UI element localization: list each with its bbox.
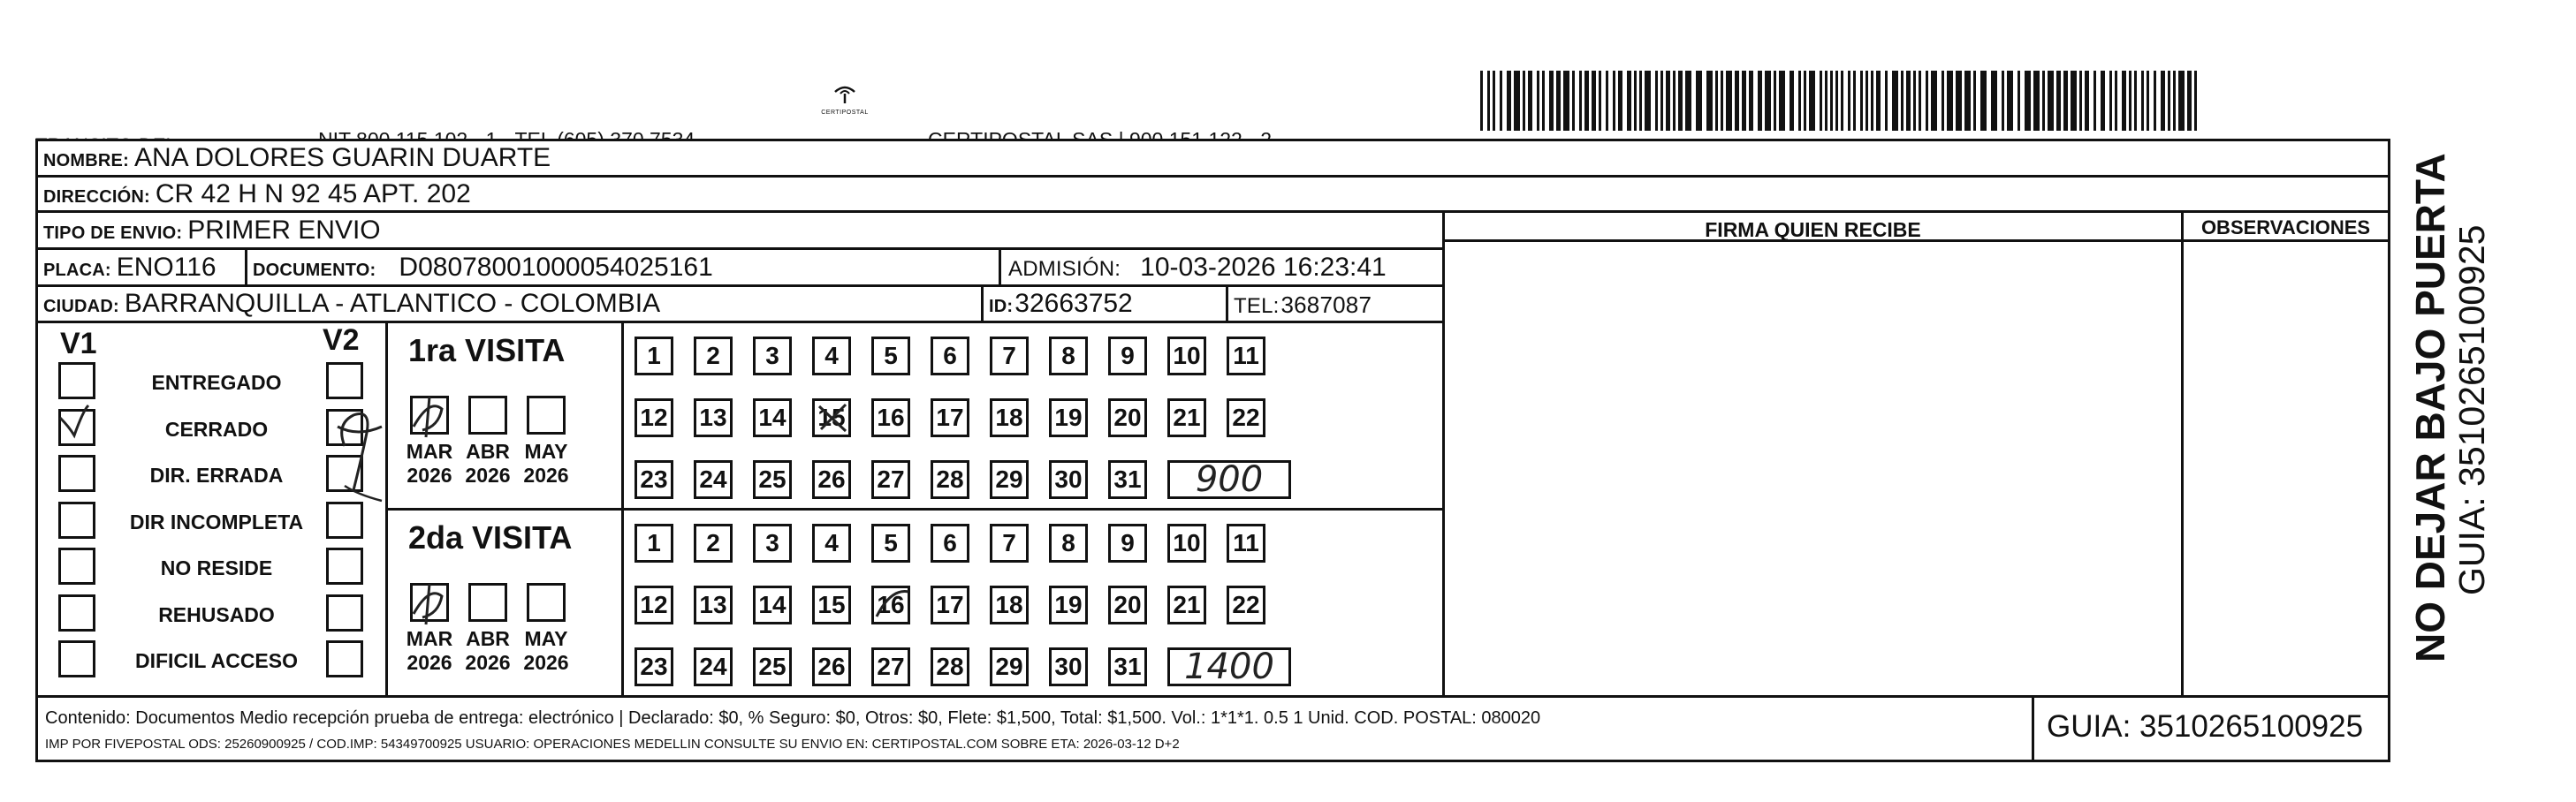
day-box[interactable]: 9 bbox=[1108, 337, 1147, 375]
barcode-bar bbox=[1931, 71, 1937, 131]
side-warning: NO DEJAR BAJO PUERTA bbox=[2407, 153, 2453, 662]
tel-label: TEL: bbox=[1234, 294, 1280, 318]
barcode-bar bbox=[1860, 71, 1863, 131]
day-box[interactable]: 11 bbox=[1227, 337, 1265, 375]
barcode-bar bbox=[1673, 71, 1676, 131]
barcode-bar bbox=[1798, 71, 1801, 131]
barcode-bar bbox=[1563, 71, 1569, 131]
nombre-value: ANA DOLORES GUARIN DUARTE bbox=[133, 143, 551, 172]
day-box[interactable]: 27 bbox=[871, 647, 910, 686]
guia-box-text: GUIA: 3510265100925 bbox=[2047, 709, 2364, 744]
day-box[interactable]: 22 bbox=[1227, 398, 1265, 437]
barcode-bar bbox=[1876, 71, 1881, 131]
barcode-bar bbox=[1592, 71, 1596, 131]
barcode-bar bbox=[1726, 71, 1732, 131]
barcode-bar bbox=[2007, 71, 2013, 131]
day-box[interactable]: 23 bbox=[635, 647, 673, 686]
barcode-bar bbox=[1685, 71, 1691, 131]
barcode-bar bbox=[2122, 71, 2126, 131]
placa-value: ENO116 bbox=[116, 253, 217, 282]
signature-area[interactable] bbox=[1442, 210, 2184, 698]
barcode-bar bbox=[1941, 71, 1944, 131]
v2-checkbox[interactable] bbox=[326, 548, 363, 585]
v1-checkbox[interactable] bbox=[58, 594, 95, 632]
day-box[interactable]: 19 bbox=[1049, 398, 1088, 437]
year-label: 2026 bbox=[465, 651, 511, 674]
day-box[interactable]: 4 bbox=[812, 524, 851, 563]
barcode-bar bbox=[1678, 71, 1683, 131]
day-box[interactable]: 6 bbox=[931, 524, 969, 563]
day-box[interactable]: 21 bbox=[1167, 586, 1206, 624]
second-visit-title: 2da VISITA bbox=[408, 519, 573, 556]
signature-header-line bbox=[1442, 210, 2184, 242]
month-label: ABR bbox=[466, 627, 510, 650]
barcode-bar bbox=[1715, 71, 1718, 131]
barcode-bar bbox=[1606, 71, 1608, 131]
day-box[interactable]: 26 bbox=[812, 647, 851, 686]
status-option-label: DIFICIL ACCESO bbox=[134, 649, 298, 672]
certipostal-logo bbox=[813, 85, 877, 116]
id-label: ID: bbox=[989, 297, 1014, 316]
barcode-bar bbox=[1956, 71, 1962, 131]
day-handwritten-mark bbox=[870, 583, 914, 627]
tipo-label: TIPO DE ENVIO: bbox=[43, 223, 183, 243]
ciudad-label: CIUDAD: bbox=[43, 297, 119, 316]
v2-checkbox[interactable] bbox=[326, 640, 363, 677]
barcode-bar bbox=[1528, 71, 1532, 131]
barcode-bar bbox=[1926, 71, 1928, 131]
day-box[interactable]: 22 bbox=[1227, 586, 1265, 624]
barcode-bar bbox=[1913, 71, 1916, 131]
direccion-value: CR 42 H N 92 45 APT. 202 bbox=[155, 179, 471, 208]
barcode-bar bbox=[1871, 71, 1873, 131]
barcode-bar bbox=[1542, 71, 1545, 131]
barcode-bar bbox=[1500, 71, 1502, 131]
v1-checkbox[interactable] bbox=[58, 548, 95, 585]
month-year-label bbox=[403, 440, 456, 488]
logo-icon bbox=[832, 85, 858, 104]
barcode-bar bbox=[1613, 71, 1615, 131]
month-checkbox[interactable] bbox=[527, 583, 566, 622]
day-box[interactable]: 29 bbox=[990, 460, 1029, 499]
documento-cell bbox=[245, 247, 1001, 287]
barcode-bar bbox=[1758, 71, 1762, 131]
month-checkbox[interactable] bbox=[527, 396, 566, 435]
barcode-bar bbox=[1556, 71, 1561, 131]
day-box[interactable]: 29 bbox=[990, 647, 1029, 686]
year-label: 2026 bbox=[523, 464, 569, 487]
month-mark-stroke bbox=[414, 397, 442, 437]
day-box[interactable]: 30 bbox=[1049, 460, 1088, 499]
status-option-label: ENTREGADO bbox=[151, 371, 282, 394]
barcode-bar bbox=[1790, 71, 1794, 131]
day-box[interactable]: 28 bbox=[931, 647, 969, 686]
day-box[interactable]: 2 bbox=[694, 524, 733, 563]
barcode-bar bbox=[1980, 71, 1987, 131]
barcode-bar bbox=[1549, 71, 1554, 131]
guia-box bbox=[2032, 695, 2390, 762]
barcode-bar bbox=[1779, 71, 1785, 131]
status-handwritten-marks bbox=[53, 402, 389, 508]
barcode-bar bbox=[1706, 71, 1713, 131]
barcode-bar bbox=[2093, 71, 2096, 131]
barcode-bar bbox=[1947, 71, 1953, 131]
status-option-label: DIR INCOMPLETA bbox=[129, 510, 304, 533]
day-box[interactable]: 19 bbox=[1049, 586, 1088, 624]
barcode-bar bbox=[2063, 71, 2068, 131]
barcode-bar bbox=[1480, 71, 1483, 131]
day-box[interactable]: 8 bbox=[1049, 337, 1088, 375]
barcode-bar bbox=[2168, 71, 2170, 131]
barcode-bar bbox=[1901, 71, 1904, 131]
day-box[interactable]: 24 bbox=[694, 460, 733, 499]
barcode-bar bbox=[1599, 71, 1601, 131]
day-box[interactable]: 30 bbox=[1049, 647, 1088, 686]
month-year-label bbox=[520, 440, 573, 488]
month-label: MAY bbox=[524, 440, 568, 463]
month-year-label bbox=[461, 440, 514, 488]
barcode-bar bbox=[1666, 71, 1670, 131]
barcode-bar bbox=[2056, 71, 2061, 131]
barcode-bar bbox=[1765, 71, 1771, 131]
barcode-bar bbox=[1537, 71, 1539, 131]
barcode-bar bbox=[2017, 71, 2020, 131]
day-box[interactable]: 5 bbox=[871, 337, 910, 375]
year-label: 2026 bbox=[523, 651, 569, 674]
status-option-label: NO RESIDE bbox=[160, 556, 273, 579]
barcode-bar bbox=[1749, 71, 1753, 131]
barcode-bar bbox=[1830, 71, 1833, 131]
content-footer bbox=[35, 695, 2034, 762]
day-box[interactable]: 13 bbox=[694, 398, 733, 437]
tipo-envio-row bbox=[35, 210, 1445, 250]
day-box[interactable]: 18 bbox=[990, 586, 1029, 624]
barcode-bar bbox=[1742, 71, 1746, 131]
barcode-bar bbox=[1973, 71, 1976, 131]
barcode-bar bbox=[1991, 71, 1997, 131]
day-box[interactable]: 10 bbox=[1167, 524, 1206, 563]
barcode-bar bbox=[1639, 71, 1642, 131]
day-box[interactable]: 5 bbox=[871, 524, 910, 563]
day-box[interactable]: 28 bbox=[931, 460, 969, 499]
barcode-bar bbox=[2025, 71, 2031, 131]
month-checkbox[interactable] bbox=[468, 583, 507, 622]
direccion-label: DIRECCIÓN: bbox=[43, 187, 150, 207]
ciudad-value: BARRANQUILLA - ATLANTICO - COLOMBIA bbox=[124, 289, 661, 318]
time-box[interactable] bbox=[1167, 647, 1291, 686]
day-box[interactable]: 8 bbox=[1049, 524, 1088, 563]
day-box[interactable]: 7 bbox=[990, 337, 1029, 375]
barcode-bar bbox=[1919, 71, 1921, 131]
day-box[interactable]: 14 bbox=[753, 398, 792, 437]
day-box[interactable]: 9 bbox=[1108, 524, 1147, 563]
barcode-bar bbox=[2187, 71, 2192, 131]
v1-label: V1 bbox=[60, 327, 97, 360]
observations-area[interactable] bbox=[2181, 210, 2390, 698]
barcode-bar bbox=[1735, 71, 1739, 131]
v1-checkbox[interactable] bbox=[58, 362, 95, 399]
day-box[interactable]: 1 bbox=[635, 337, 673, 375]
barcode-bar bbox=[1487, 71, 1490, 131]
month-handwritten-mark bbox=[403, 390, 456, 443]
v2-checkbox[interactable] bbox=[326, 362, 363, 399]
first-visit-title: 1ra VISITA bbox=[408, 332, 566, 368]
day-box[interactable]: 20 bbox=[1108, 398, 1147, 437]
barcode-bar bbox=[1809, 71, 1815, 131]
barcode-bar bbox=[1493, 71, 1495, 131]
barcode-bar bbox=[2085, 71, 2089, 131]
barcode-bar bbox=[1618, 71, 1622, 131]
barcode-bar bbox=[1906, 71, 1911, 131]
barcode-bar bbox=[2154, 71, 2156, 131]
nombre-row bbox=[35, 139, 2390, 178]
barcode-bar bbox=[2079, 71, 2082, 131]
barcode-bar bbox=[1964, 71, 1971, 131]
handwritten-time: 900 bbox=[1195, 459, 1264, 500]
barcode-bar bbox=[1660, 71, 1663, 131]
day-box[interactable]: 1 bbox=[635, 524, 673, 563]
observaciones-label: OBSERVACIONES bbox=[2200, 216, 2371, 238]
contenido-line: Contenido: Documentos Medio recepción prueba de entrega: electrónico | Declarado: $0, % Seguro: $0, Otros: $0, Flete: $1,500, Total: $1,500. Vol.: 1*1*1. 0.5 1 Unid. COD. POSTAL: 080020 bbox=[45, 708, 1541, 728]
barcode-bar bbox=[1892, 71, 1898, 131]
barcode-bar bbox=[1627, 71, 1631, 131]
month-mark-stroke bbox=[414, 584, 442, 624]
barcode-bar bbox=[1721, 71, 1723, 131]
day-box[interactable]: 16 bbox=[871, 398, 910, 437]
barcode-bar bbox=[1696, 71, 1702, 131]
documento-value: D08078001000054025161 bbox=[399, 253, 713, 282]
month-label: MAR bbox=[406, 627, 453, 650]
barcode-bar bbox=[1804, 71, 1806, 131]
status-option-label: REHUSADO bbox=[158, 602, 275, 626]
day-mark-stroke bbox=[819, 405, 846, 431]
day-box[interactable]: 26 bbox=[812, 460, 851, 499]
barcode-bar bbox=[1774, 71, 1776, 131]
tipo-value: PRIMER ENVIO bbox=[187, 216, 381, 245]
barcode-bar bbox=[2161, 71, 2165, 131]
month-checkbox[interactable] bbox=[468, 396, 507, 435]
day-box[interactable]: 10 bbox=[1167, 337, 1206, 375]
time-box[interactable] bbox=[1167, 460, 1291, 499]
barcode-bar bbox=[2147, 71, 2149, 131]
first-visit-days-block bbox=[621, 321, 1445, 511]
barcode-bar bbox=[1885, 71, 1888, 131]
day-box[interactable]: 31 bbox=[1108, 647, 1147, 686]
day-box[interactable]: 18 bbox=[990, 398, 1029, 437]
barcode-bar bbox=[2048, 71, 2054, 131]
month-year-label bbox=[461, 627, 514, 675]
day-box[interactable]: 31 bbox=[1108, 460, 1147, 499]
handwritten-time: 1400 bbox=[1184, 647, 1274, 687]
barcode-bar bbox=[2002, 71, 2004, 131]
barcode-bar bbox=[2109, 71, 2112, 131]
day-box[interactable]: 14 bbox=[753, 586, 792, 624]
tel-cell bbox=[1226, 284, 1445, 323]
day-box[interactable]: 4 bbox=[812, 337, 851, 375]
month-label: MAY bbox=[524, 627, 568, 650]
day-box[interactable]: 12 bbox=[635, 398, 673, 437]
barcode-bar bbox=[2033, 71, 2040, 131]
barcode-bar bbox=[1579, 71, 1582, 131]
barcode-bar bbox=[1848, 71, 1850, 131]
barcode-bar bbox=[1866, 71, 1868, 131]
admision-value: 10-03-2026 16:23:41 bbox=[1140, 253, 1387, 282]
placa-cell bbox=[35, 247, 247, 287]
barcode-bar bbox=[1853, 71, 1856, 131]
barcode-bar bbox=[1835, 71, 1838, 131]
day-box[interactable]: 17 bbox=[931, 398, 969, 437]
v2-label: V2 bbox=[323, 323, 360, 357]
barcode-bar bbox=[2194, 71, 2197, 131]
day-handwritten-mark bbox=[810, 396, 855, 440]
day-box[interactable]: 6 bbox=[931, 337, 969, 375]
second-visit-days-block bbox=[621, 508, 1445, 698]
day-box[interactable]: 11 bbox=[1227, 524, 1265, 563]
day-mark-stroke bbox=[877, 592, 908, 617]
barcode-bar bbox=[2173, 71, 2176, 131]
day-box[interactable]: 21 bbox=[1167, 398, 1206, 437]
day-box[interactable]: 25 bbox=[753, 647, 792, 686]
barcode-bar bbox=[2115, 71, 2117, 131]
barcode-bar bbox=[2134, 71, 2137, 131]
ciudad-cell bbox=[35, 284, 984, 323]
barcode-bar bbox=[1820, 71, 1822, 131]
barcode-bar bbox=[1645, 71, 1651, 131]
day-box[interactable]: 24 bbox=[694, 647, 733, 686]
barcode bbox=[1480, 71, 2205, 132]
day-box[interactable]: 15 bbox=[812, 586, 851, 624]
firma-label: FIRMA QUIEN RECIBE bbox=[1705, 218, 1921, 241]
barcode-bar bbox=[1655, 71, 1658, 131]
v1-checkbox[interactable] bbox=[58, 640, 95, 677]
documento-label: DOCUMENTO: bbox=[253, 261, 376, 280]
barcode-bar bbox=[1634, 71, 1637, 131]
month-label: ABR bbox=[466, 440, 510, 463]
nombre-label: NOMBRE: bbox=[43, 151, 129, 170]
day-box[interactable]: 3 bbox=[753, 337, 792, 375]
day-box[interactable]: 27 bbox=[871, 460, 910, 499]
month-handwritten-mark bbox=[403, 577, 456, 630]
direccion-row bbox=[35, 175, 2390, 213]
day-box[interactable]: 13 bbox=[694, 586, 733, 624]
barcode-bar bbox=[2042, 71, 2045, 131]
year-label: 2026 bbox=[465, 464, 511, 487]
barcode-bar bbox=[1514, 71, 1520, 131]
tel-value: 3687087 bbox=[1280, 291, 1372, 318]
day-box[interactable]: 20 bbox=[1108, 586, 1147, 624]
id-cell bbox=[981, 284, 1228, 323]
barcode-bar bbox=[2101, 71, 2105, 131]
side-guia: GUIA: 3510265100925 bbox=[2451, 224, 2492, 595]
month-label: MAR bbox=[406, 440, 453, 463]
day-box[interactable]: 2 bbox=[694, 337, 733, 375]
barcode-bar bbox=[2178, 71, 2185, 131]
barcode-bar bbox=[1825, 71, 1828, 131]
admision-cell bbox=[999, 247, 1445, 287]
day-box[interactable]: 17 bbox=[931, 586, 969, 624]
month-year-label bbox=[520, 627, 573, 675]
day-box[interactable]: 16 bbox=[871, 586, 910, 624]
status-option-label: CERRADO bbox=[164, 417, 269, 441]
barcode-bar bbox=[1584, 71, 1589, 131]
day-box[interactable]: 25 bbox=[753, 460, 792, 499]
status-option-label: DIR. ERRADA bbox=[149, 464, 284, 487]
year-label: 2026 bbox=[407, 464, 452, 487]
barcode-bar bbox=[1572, 71, 1575, 131]
id-value: 32663752 bbox=[1014, 289, 1133, 318]
logo-text: CERTIPOSTAL bbox=[821, 110, 869, 116]
month-year-label bbox=[403, 627, 456, 675]
day-box[interactable]: 3 bbox=[753, 524, 792, 563]
barcode-bar bbox=[2141, 71, 2144, 131]
imp-line: IMP POR FIVEPOSTAL ODS: 25260900925 / COD.IMP: 54349700925 USUARIO: OPERACIONES MEDELLIN CONSULTE SU ENVIO EN: CERTIPOSTAL.COM SOBRE ETA: 2026-03-12 D+2 bbox=[45, 737, 1180, 752]
admision-label: ADMISIÓN: bbox=[1008, 257, 1121, 281]
day-box[interactable]: 7 bbox=[990, 524, 1029, 563]
barcode-bar bbox=[1507, 71, 1511, 131]
day-box[interactable]: 23 bbox=[635, 460, 673, 499]
day-box[interactable]: 12 bbox=[635, 586, 673, 624]
barcode-bar bbox=[1523, 71, 1525, 131]
barcode-bar bbox=[2071, 71, 2077, 131]
placa-label: PLACA: bbox=[43, 261, 111, 280]
v2-checkbox[interactable] bbox=[326, 594, 363, 632]
year-label: 2026 bbox=[407, 651, 452, 674]
day-box[interactable]: 15 bbox=[812, 398, 851, 437]
barcode-bar bbox=[1841, 71, 1843, 131]
barcode-bar bbox=[2129, 71, 2131, 131]
